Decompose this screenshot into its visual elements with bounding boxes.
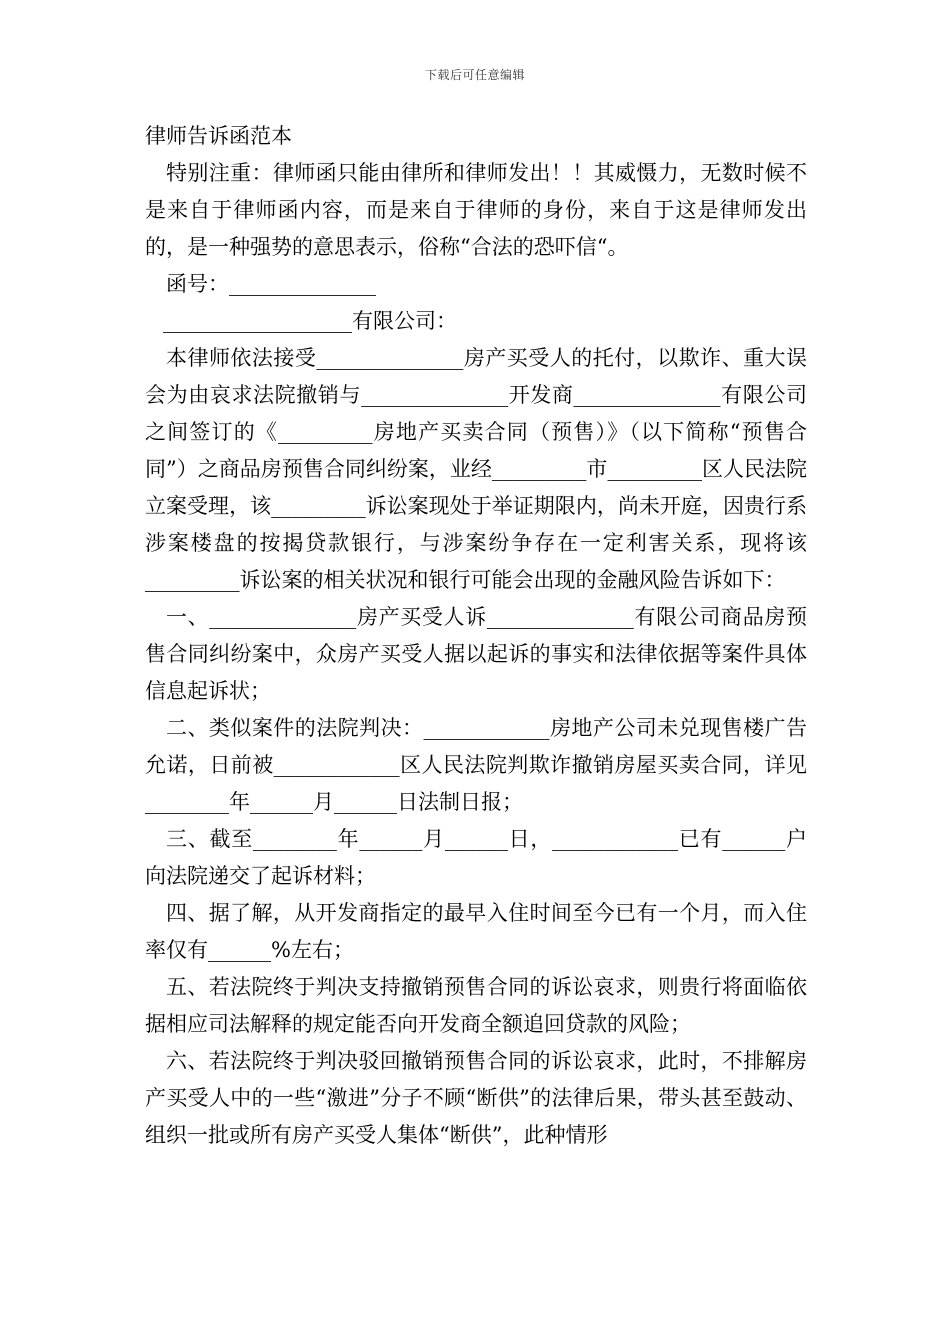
item-six-paragraph: 六、若法院终于判决驳回撤销预售合同的诉讼哀求，此时，不排解房产买受人中的一些“激进”分子不顾“断供”的法律后果，带头甚至鼓动、组织一批或所有房产买受人集体“断供”，此种情形 — [145, 1049, 807, 1147]
item-five-paragraph: 五、若法院终于判决支持撤销预售合同的诉讼哀求，则贵行将面临依据相应司法解释的规定能否向开发商全额追回贷款的风险； — [145, 975, 807, 1036]
letter-number-line: 函号：______________ — [166, 272, 376, 296]
item-two-paragraph: 二、类似案件的法院判决：____________房地产公司未兑现售楼广告允诺，日前被____________区人民法院判欺诈撤销房屋买卖合同，详见________年______月______日法制日报； — [145, 716, 807, 814]
page-header-note: 下载后可任意编辑 — [424, 68, 525, 82]
item-three-paragraph: 三、截至________年______月______日，____________已有______户向法院递交了起诉材料； — [145, 827, 807, 888]
special-notice-paragraph: 特别注重：律师函只能由律所和律师发出！！其威慑力，无数时候不是来自于律师函内容，而是来自于律师的身份，来自于这是律师发出的，是一种强势的意思表示，俗称“合法的恐吓信“。 — [145, 161, 807, 259]
main-body-paragraph: 本律师依法接受______________房产买受人的托付，以欺诈、重大误会为由哀求法院撤销与______________开发商______________有限公司之间签订的《_________房地产买卖合同（预售）》（以下简称“预售合同”）之商品房预售合同纠纷案，业经_________市_________区人民法院立案受理，该_________诉讼案现处于举证期限内，尚未开庭，因贵行系涉案楼盘的按揭贷款银行，与涉案纷争存在一定利害关系，现将该_________诉讼案的相关状况和银行可能会出现的金融风险告诉如下： — [145, 346, 807, 592]
recipient-company-line: __________________有限公司： — [163, 309, 457, 333]
item-one-paragraph: 一、______________房产买受人诉______________有限公司商品房预售合同纠纷案中，众房产买受人据以起诉的事实和法律依据等案件具体信息起诉状； — [145, 605, 807, 703]
item-four-paragraph: 四、据了解，从开发商指定的最早入住时间至今已有一个月，而入住率仅有______%左右； — [145, 901, 807, 962]
document-title: 律师告诉函范本 — [145, 124, 292, 148]
document-body — [145, 118, 807, 1154]
